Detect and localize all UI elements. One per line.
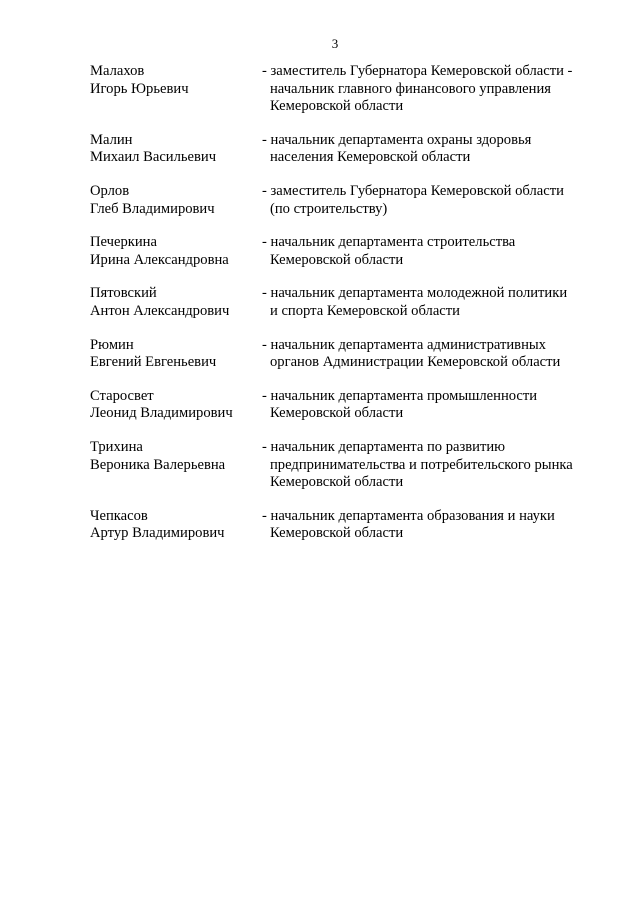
surname: Рюмин	[90, 336, 134, 353]
given-names: Михаил Васильевич	[90, 149, 217, 166]
official-position	[262, 63, 610, 116]
position-line: Кемеровской области	[270, 525, 404, 542]
official-entry	[90, 132, 610, 167]
position-line: и спорта Кемеровской области	[270, 302, 460, 319]
official-entry	[90, 508, 610, 543]
position-line: - начальник департамента промышленности	[262, 388, 610, 406]
position-line: - начальник департамента по развитию	[262, 439, 610, 457]
surname: Старосвет	[90, 387, 154, 404]
official-name	[90, 388, 262, 423]
official-position	[262, 285, 610, 320]
official-position	[262, 337, 610, 372]
position-line: начальник главного финансового управления	[270, 80, 551, 97]
official-name	[90, 337, 262, 372]
official-position	[262, 439, 610, 492]
official-name	[90, 63, 262, 116]
position-line: - начальник департамента строительства	[262, 234, 610, 252]
position-line: Кемеровской области	[270, 405, 404, 422]
official-name	[90, 508, 262, 543]
official-entry	[90, 337, 610, 372]
official-entry	[90, 234, 610, 269]
official-position	[262, 508, 610, 543]
position-line: - заместитель Губернатора Кемеровской области -	[262, 63, 610, 81]
given-names: Вероника Валерьевна	[90, 456, 226, 473]
surname: Малин	[90, 131, 133, 148]
position-line: Кемеровской области	[270, 474, 404, 491]
given-names: Ирина Александровна	[90, 251, 229, 268]
position-line: - начальник департамента охраны здоровья	[262, 132, 610, 150]
position-line: (по строительству)	[270, 200, 388, 217]
position-line: населения Кемеровской области	[270, 149, 471, 166]
surname: Трихина	[90, 438, 143, 455]
position-line: Кемеровской области	[270, 251, 404, 268]
given-names: Евгений Евгеньевич	[90, 354, 217, 371]
surname: Чепкасов	[90, 507, 148, 524]
position-line: - заместитель Губернатора Кемеровской области	[262, 183, 610, 201]
given-names: Артур Владимирович	[90, 525, 225, 542]
official-position	[262, 183, 610, 218]
official-name	[90, 132, 262, 167]
position-line: органов Администрации Кемеровской области	[270, 354, 561, 371]
position-line: - начальник департамента молодежной политики	[262, 285, 610, 303]
given-names: Леонид Владимирович	[90, 405, 233, 422]
officials-list	[90, 63, 610, 559]
official-position	[262, 388, 610, 423]
surname: Печеркина	[90, 234, 157, 251]
official-entry	[90, 285, 610, 320]
official-name	[90, 183, 262, 218]
given-names: Антон Александрович	[90, 302, 230, 319]
position-line: предпринимательства и потребительского рынка	[270, 456, 573, 473]
given-names: Глеб Владимирович	[90, 200, 215, 217]
official-entry	[90, 439, 610, 492]
position-line: Кемеровской области	[270, 98, 404, 115]
surname: Пятовский	[90, 285, 157, 302]
position-line: - начальник департамента образования и науки	[262, 508, 610, 526]
official-position	[262, 234, 610, 269]
given-names: Игорь Юрьевич	[90, 80, 189, 97]
official-name	[90, 439, 262, 492]
surname: Орлов	[90, 182, 130, 199]
surname: Малахов	[90, 63, 145, 79]
official-entry	[90, 63, 610, 116]
position-line: - начальник департамента административных	[262, 337, 610, 355]
official-name	[90, 285, 262, 320]
official-name	[90, 234, 262, 269]
official-entry	[90, 183, 610, 218]
page-number: 3	[331, 36, 339, 51]
official-entry	[90, 388, 610, 423]
official-position	[262, 132, 610, 167]
